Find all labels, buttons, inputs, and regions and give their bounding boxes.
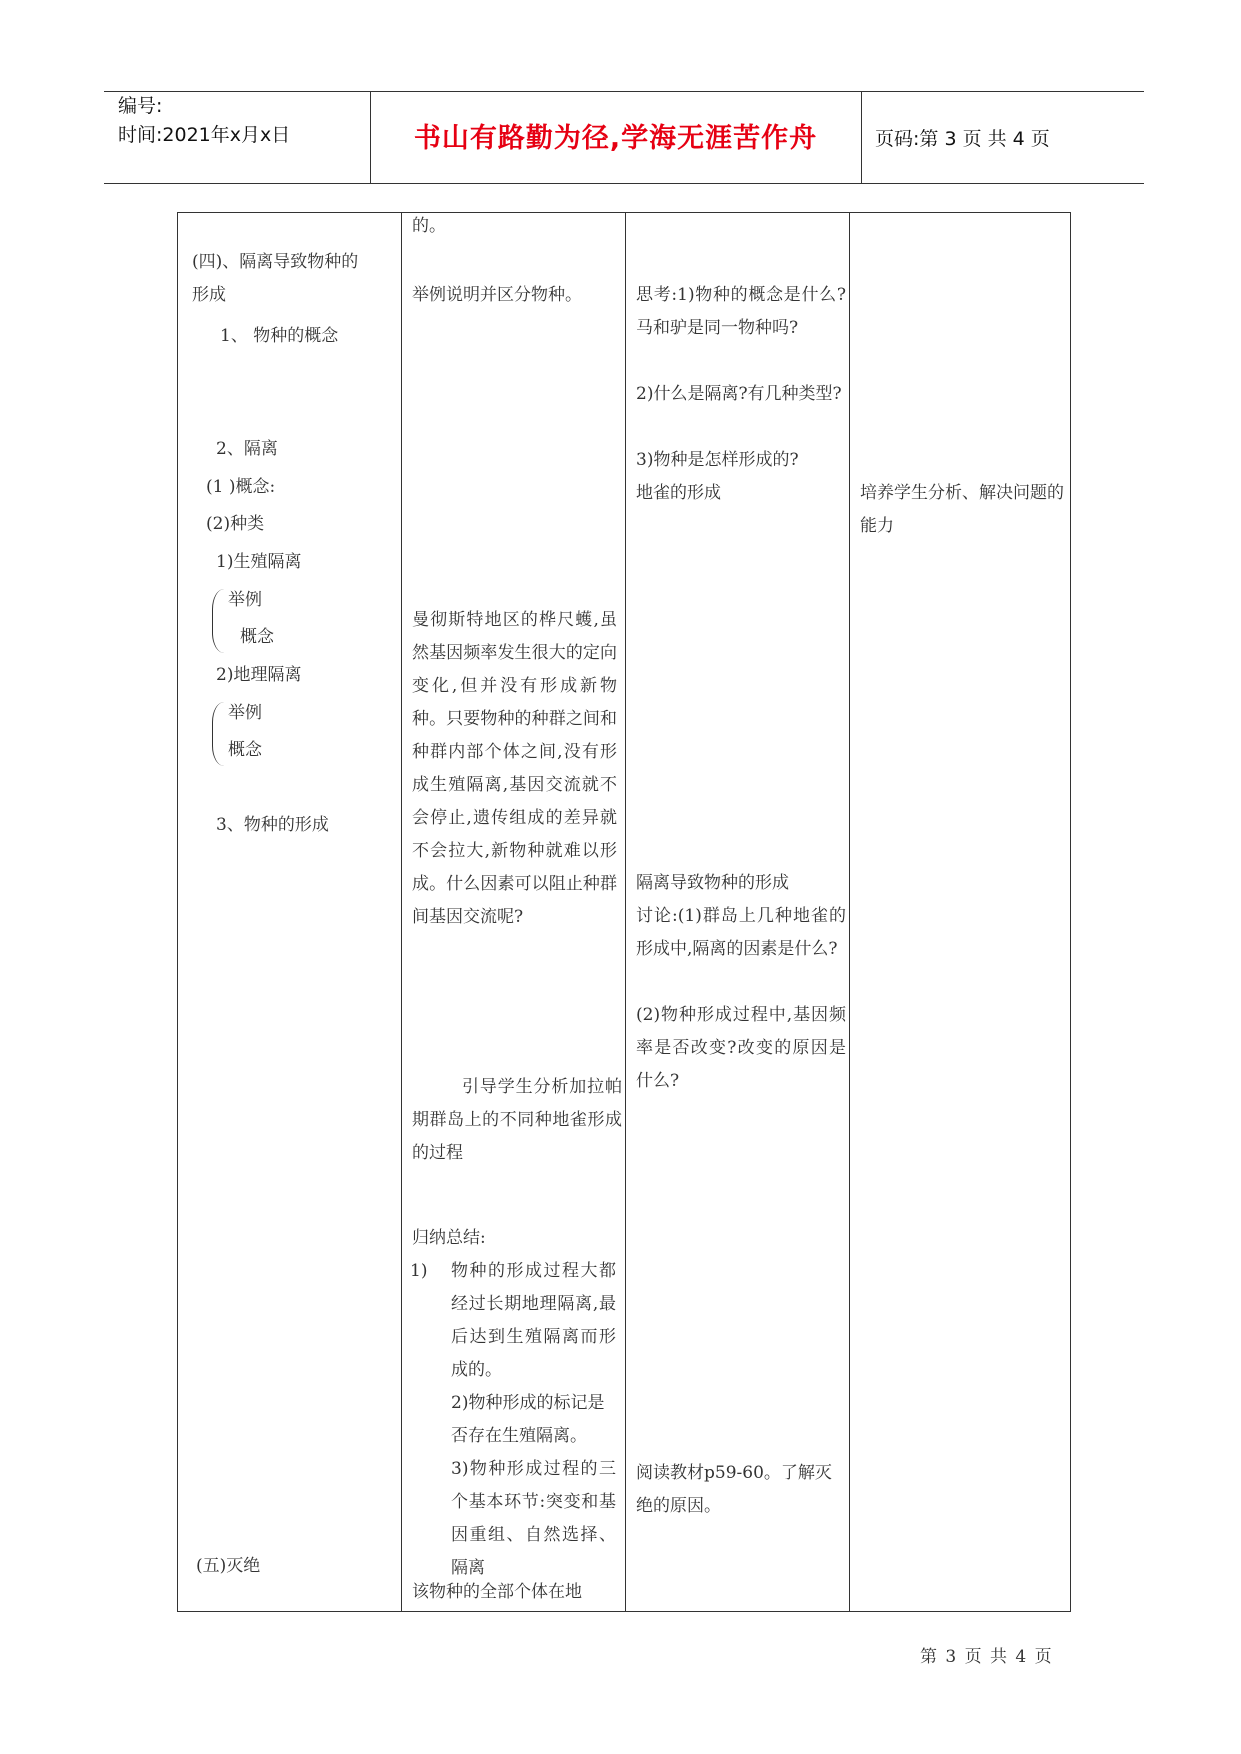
item-geographic-isolation: 2)地理隔离	[216, 665, 302, 685]
item-isolation-types: (2)种类	[206, 514, 265, 534]
col2-summary-2: 2)物种形成的标记是否存在生殖隔离。	[451, 1393, 605, 1446]
header-bottom-rule	[104, 183, 1144, 184]
col2-summary-title: 归纳总结:	[412, 1228, 486, 1248]
col3-think: 思考:1)物种的概念是什么?马和驴是同一物种吗?	[636, 285, 846, 338]
col2-peppered-moth-para: 曼彻斯特地区的桦尺蠖,虽然基因频率发生很大的定向变化,但并没有形成新物种。只要物种的种群之间和种群内部个体之间,没有形成生殖隔离,基因交流就不会停止,遗传组成的差异就不会拉大,新物种就难以形成。什么因素可以阻止种群间基因交流呢?	[412, 610, 617, 927]
column-divider-3	[849, 212, 850, 1612]
col3-discuss-title: 隔离导致物种的形成	[636, 873, 789, 893]
col2-top-text: 的。	[412, 216, 446, 236]
col3-think-2: 2)什么是隔离?有几种类型?	[636, 384, 842, 404]
col3-discuss-1: 讨论:(1)群岛上几种地雀的形成中,隔离的因素是什么?	[636, 906, 846, 959]
section-4-title-cont: 形成	[192, 285, 226, 305]
concept-label-a: 概念	[240, 627, 274, 647]
col2-summary-1: 物种的形成过程大都经过长期地理隔离,最后达到生殖隔离而形成的。	[451, 1261, 616, 1380]
section-5-title: (五)灭绝	[196, 1556, 261, 1576]
col3-think-3: 3)物种是怎样形成的?	[636, 450, 799, 470]
col3-think-4: 地雀的形成	[636, 483, 721, 503]
lesson-table	[177, 212, 1071, 1612]
section-4-title: (四)、隔离导致物种的	[192, 252, 359, 272]
col4-goal: 培养学生分析、解决问题的能力	[860, 483, 1064, 536]
column-divider-1	[401, 212, 402, 1612]
brace-geographic	[212, 702, 227, 766]
col2-last-line: 该物种的全部个体在地	[412, 1582, 582, 1602]
col2-guide-para: 引导学生分析加拉帕期群岛上的不同种地雀形成的过程	[412, 1077, 622, 1163]
concept-label-b: 概念	[228, 740, 262, 760]
column-divider-2	[625, 212, 626, 1612]
number-label: 编号:	[118, 95, 163, 117]
header-motto: 书山有路勤为径,学海无涯苦作舟	[413, 123, 818, 154]
col2-example-line: 举例说明并区分物种。	[412, 285, 582, 305]
time-label: 时间:2021年x月x日	[118, 124, 291, 146]
item-reproductive-isolation: 1)生殖隔离	[216, 552, 302, 572]
example-label-b: 举例	[228, 703, 262, 723]
header-divider-right	[861, 91, 862, 183]
brace-reproductive	[212, 589, 227, 653]
col2-summary-num-1: 1)	[410, 1261, 428, 1281]
col3-read: 阅读教材p59-60。了解灭绝的原因。	[636, 1463, 832, 1516]
item-isolation: 2、隔离	[216, 439, 278, 459]
example-label-a: 举例	[228, 590, 262, 610]
item-isolation-concept: (1 )概念:	[206, 477, 276, 497]
col2-summary-3: 3)物种形成过程的三个基本环节:突变和基因重组、自然选择、隔离	[451, 1459, 616, 1578]
item-species-concept: 1、 物种的概念	[220, 326, 339, 346]
header-meta	[118, 92, 290, 150]
col3-discuss-2: (2)物种形成过程中,基因频率是否改变?改变的原因是什么?	[636, 1005, 846, 1091]
item-species-formation: 3、物种的形成	[216, 815, 329, 835]
header-page-label: 页码:第 3 页 共 4 页	[875, 128, 1050, 150]
page-footer: 第 3 页 共 4 页	[920, 1647, 1052, 1667]
